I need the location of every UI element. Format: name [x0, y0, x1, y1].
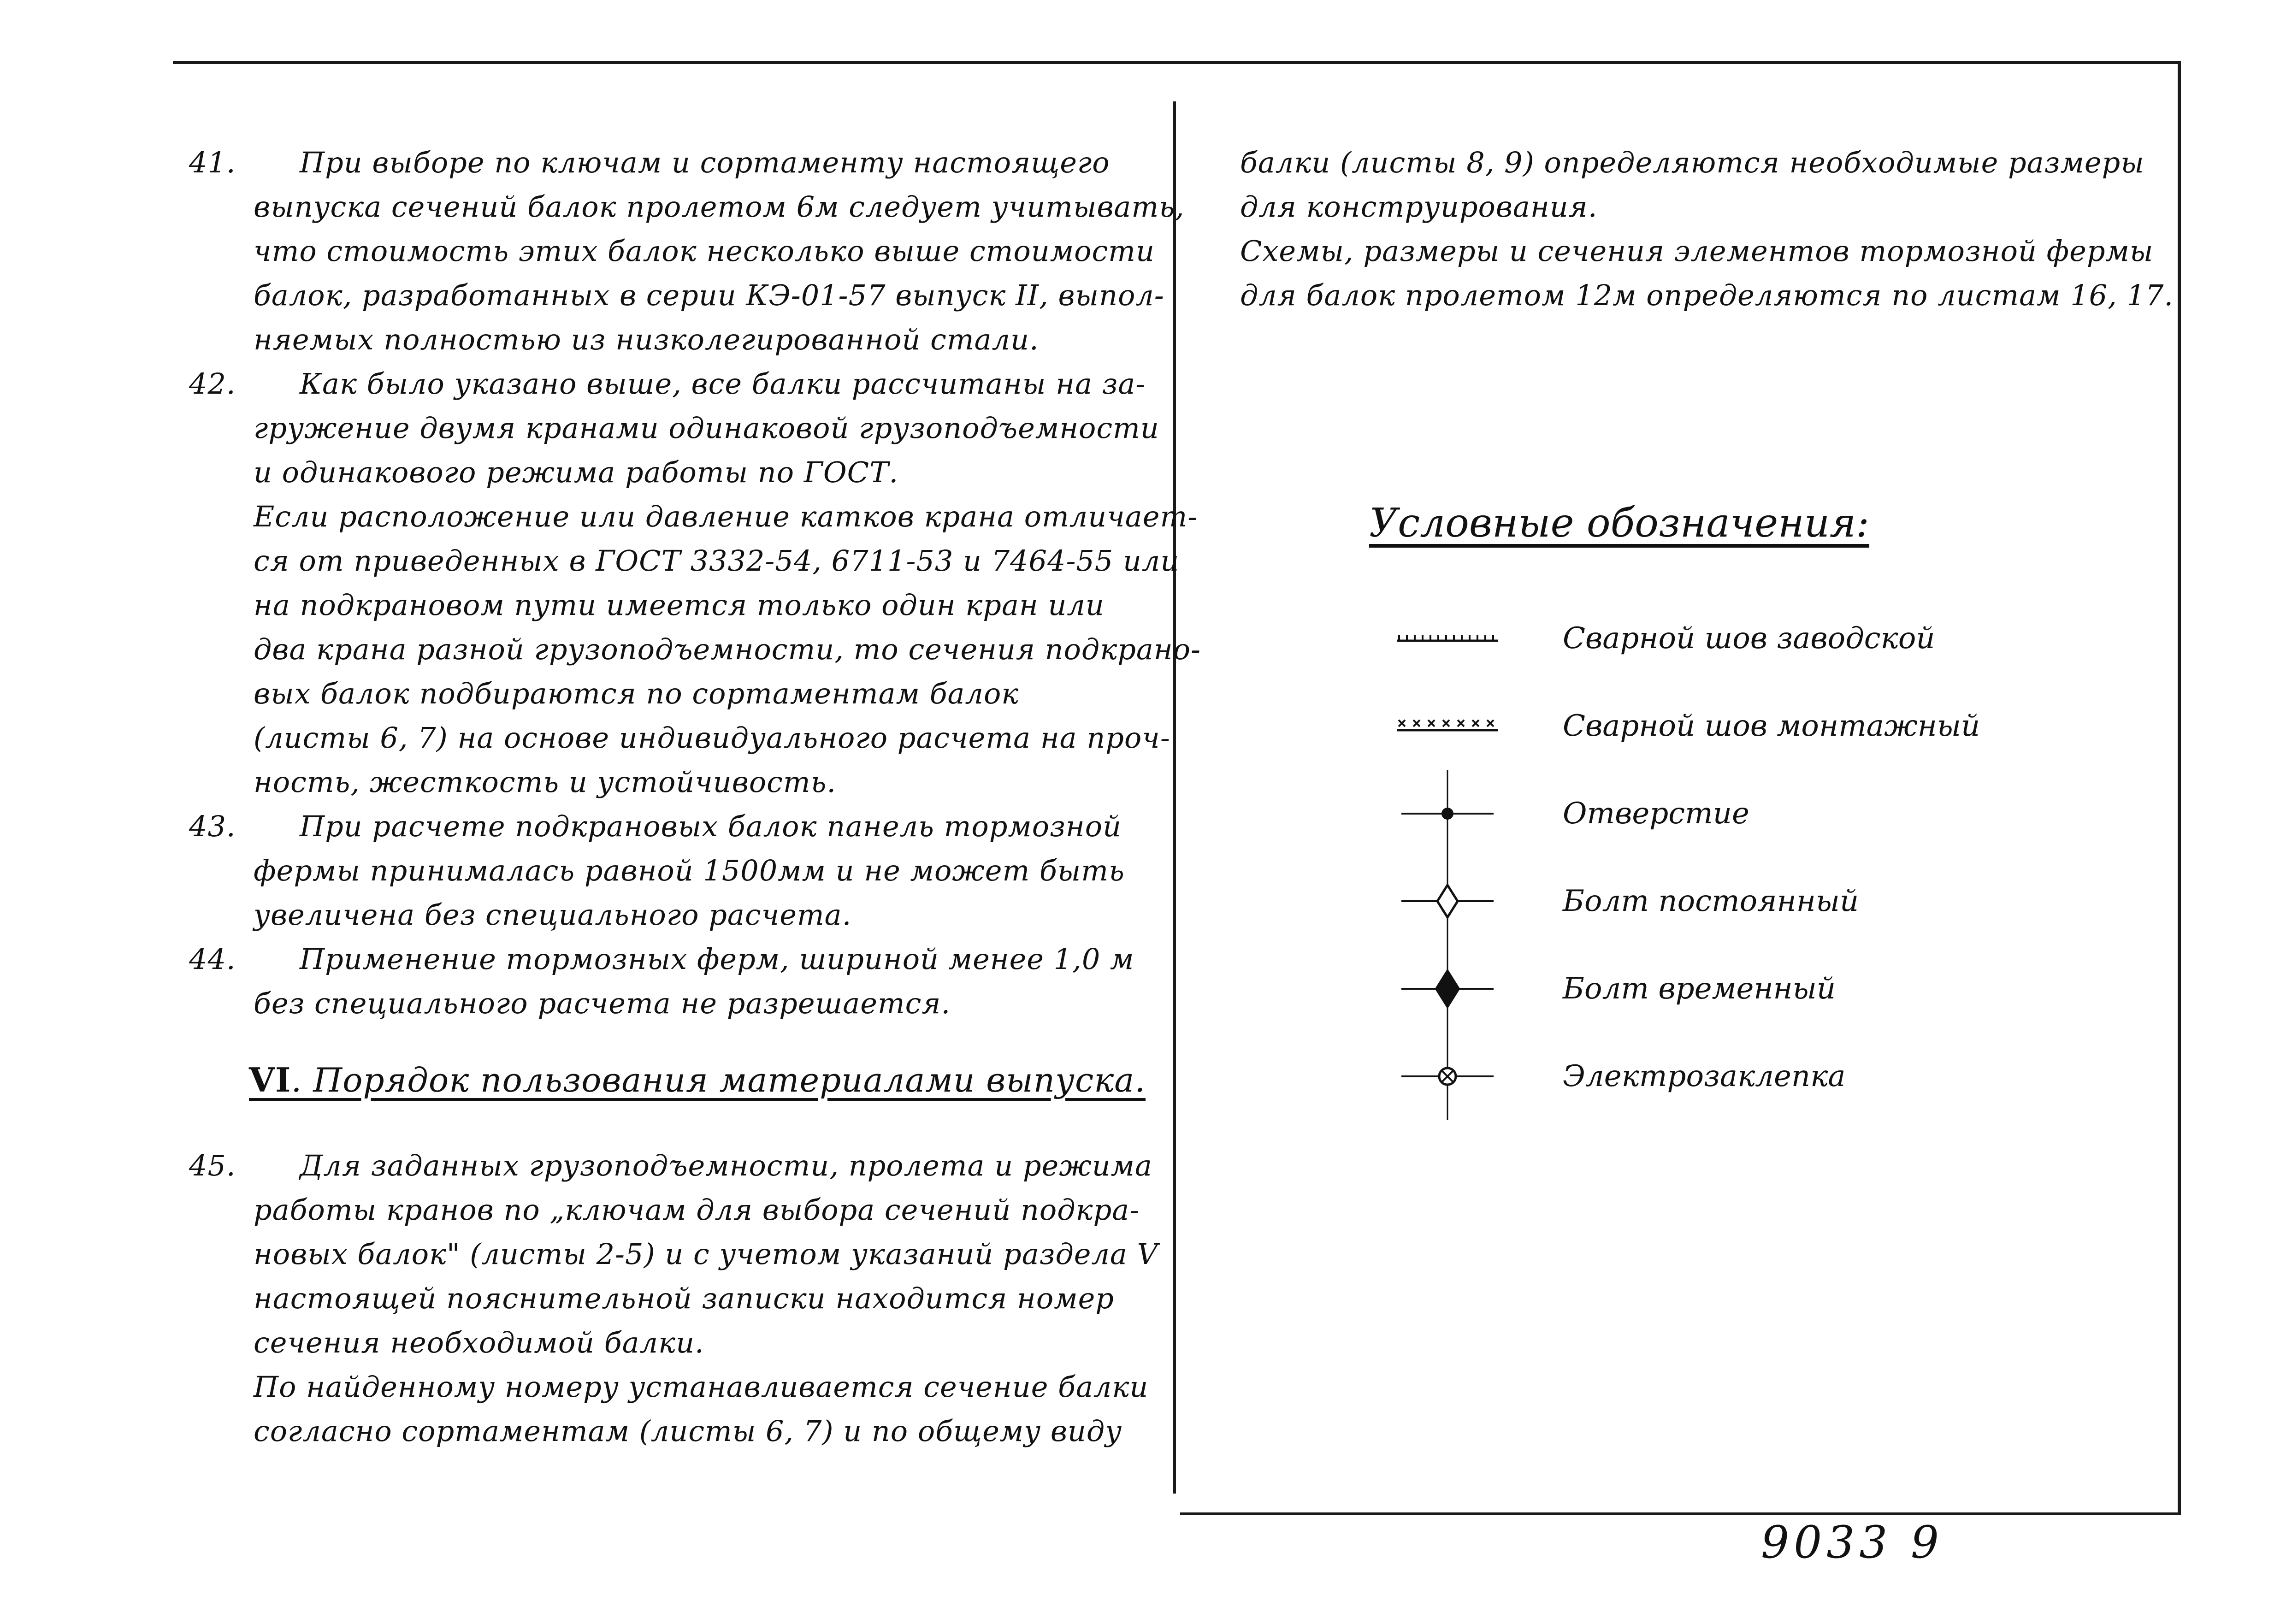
- text-line: Применение тормозных ферм, шириной менее 1,0 м: [300, 942, 1134, 976]
- text-line: новых балок" (листы 2-5) и с учетом указаний раздела V: [254, 1237, 1158, 1271]
- text-line: вых балок подбираются по сортаментам балок: [254, 677, 1019, 710]
- text-line: работы кранов по „ключам для выбора сечений подкра-: [254, 1193, 1140, 1227]
- text-line: и одинакового режима работы по ГОСТ.: [254, 455, 899, 489]
- legend-label: Электрозаклепка: [1563, 1059, 1846, 1093]
- legend-item: [1365, 770, 2157, 857]
- text-line: (листы 6, 7) на основе индивидуального расчета на проч-: [254, 721, 1170, 755]
- text-line: гружение двумя кранами одинаковой грузоподъемности: [254, 411, 1159, 445]
- paragraph-43: [189, 804, 1162, 937]
- legend-item: [1365, 595, 2157, 682]
- column-divider: [1173, 101, 1176, 1494]
- hole-icon: [1392, 770, 1503, 857]
- legend-label: Сварной шов монтажный: [1563, 709, 1980, 743]
- text-line: По найденному номеру устанавливается сечение балки: [254, 1370, 1149, 1404]
- paragraph-41: [189, 141, 1185, 362]
- paragraph-number: 42.: [189, 367, 236, 401]
- legend-item: [1365, 682, 2157, 770]
- factory-weld-icon: [1392, 595, 1503, 682]
- paragraph-45: [189, 1144, 1162, 1453]
- paragraph-number: 45.: [189, 1149, 236, 1182]
- electric-rivet-icon: [1392, 1033, 1503, 1120]
- frame-top-border: [173, 61, 2180, 64]
- text-line: балок, разработанных в серии КЭ-01-57 выпуск II, выпол-: [254, 278, 1164, 312]
- text-line: Если расположение или давление катков крана отличает-: [254, 500, 1198, 533]
- text-line: увеличена без специального расчета.: [254, 898, 852, 932]
- legend-label: Сварной шов заводской: [1563, 621, 1935, 656]
- paragraph-44: [189, 937, 1162, 1026]
- legend-label: Болт постоянный: [1563, 884, 1859, 918]
- legend-label: Отверстие: [1563, 797, 1749, 831]
- section-heading: [249, 1058, 1162, 1102]
- text-line: При расчете подкрановых балок панель тормозной: [300, 809, 1122, 843]
- legend-label: Болт временный: [1563, 972, 1836, 1006]
- right-column: [1240, 141, 2174, 318]
- paragraph-number: 44.: [189, 942, 236, 976]
- section-roman-numeral: VI: [249, 1060, 291, 1099]
- legend-item: [1365, 1033, 2157, 1120]
- text-line: сечения необходимой балки.: [254, 1326, 704, 1359]
- left-column: [189, 141, 1201, 1453]
- text-line: два крана разной грузоподъемности, то сечения подкрано-: [254, 632, 1201, 666]
- text-line: без специального расчета не разрешается.: [254, 986, 951, 1020]
- text-line: на подкрановом пути имеется только один кран или: [254, 588, 1105, 622]
- paragraph-number: 41.: [189, 146, 236, 179]
- legend-item: [1365, 857, 2157, 945]
- text-line: Для заданных грузоподъемности, пролета и режима: [300, 1149, 1153, 1182]
- text-line: для балок пролетом 12м определяются по листам 16, 17.: [1240, 278, 2174, 312]
- paragraph-number: 43.: [189, 809, 236, 843]
- text-line: балки (листы 8, 9) определяются необходимые размеры: [1240, 146, 2144, 179]
- temporary-bolt-icon: [1392, 945, 1503, 1033]
- text-line: настоящей пояснительной записки находится номер: [254, 1281, 1114, 1315]
- legend-item: [1365, 945, 2157, 1033]
- text-line: фермы принималась равной 1500мм и не может быть: [254, 854, 1125, 887]
- legend-title: Условные обозначения:: [1369, 500, 1870, 546]
- text-line: что стоимость этих балок несколько выше стоимости: [254, 234, 1155, 268]
- site-weld-icon: [1392, 682, 1503, 770]
- text-line: При выборе по ключам и сортаменту настоящего: [300, 146, 1110, 179]
- text-line: выпуска сечений балок пролетом 6м следует учитывать,: [254, 190, 1185, 224]
- frame-right-border: [2178, 61, 2181, 1515]
- permanent-bolt-icon: [1392, 857, 1503, 945]
- text-line: Как было указано выше, все балки рассчитаны на за-: [300, 367, 1146, 401]
- text-line: ность, жесткость и устойчивость.: [254, 765, 837, 799]
- text-line: Схемы, размеры и сечения элементов тормозной фермы: [1240, 234, 2154, 268]
- section-title: . Порядок пользования материалами выпуска.: [291, 1061, 1146, 1099]
- text-line: согласно сортаментам (листы 6, 7) и по общему виду: [254, 1414, 1122, 1448]
- paragraph-42: [189, 362, 1201, 804]
- frame-bottom-border: [1180, 1512, 2180, 1515]
- text-line: для конструирования.: [1240, 190, 1598, 224]
- legend: [1365, 498, 2157, 1120]
- text-line: ся от приведенных в ГОСТ 3332-54, 6711-53 и 7464-55 или: [254, 544, 1180, 578]
- text-line: няемых полностью из низколегированной стали.: [254, 323, 1039, 356]
- sheet-number: 9033 9: [1761, 1517, 1943, 1568]
